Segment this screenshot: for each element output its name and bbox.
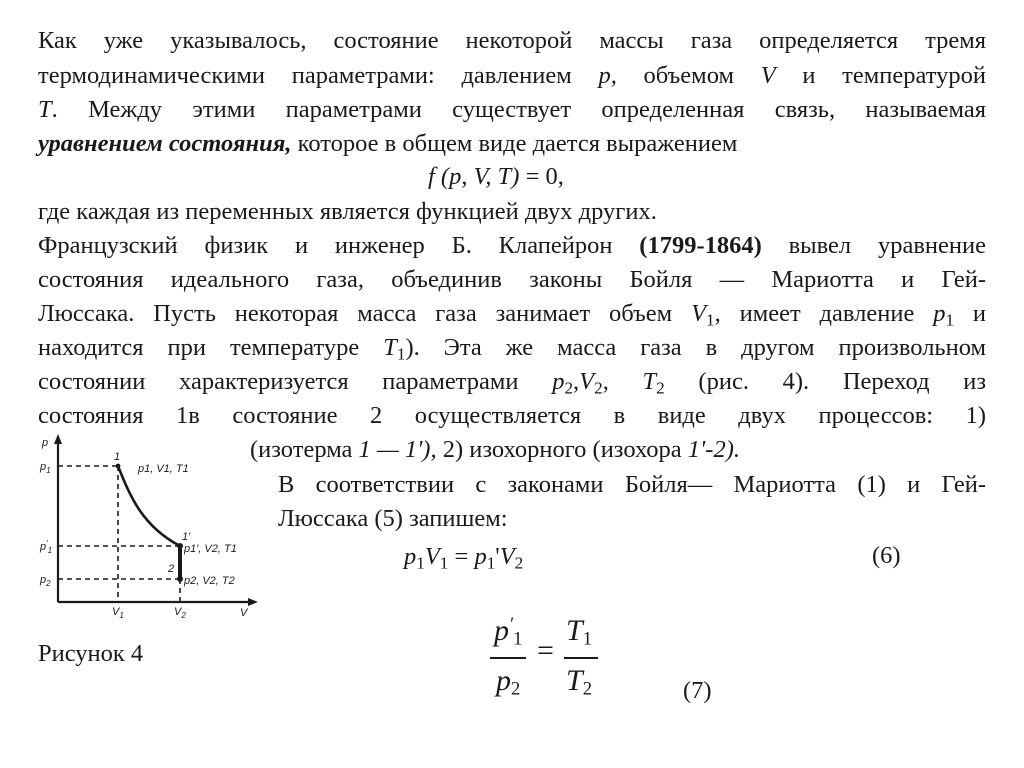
text-span: 2) изохорного (изохора — [436, 436, 688, 463]
equals-sign: = — [537, 634, 554, 667]
text-line — [38, 299, 986, 329]
subscript: 2 — [656, 378, 665, 398]
subscript: 1 — [706, 310, 715, 330]
text-span: состояния 1в состояние 2 осуществляется в виде двух процессов: 1) — [38, 402, 986, 429]
point-1-prime — [177, 543, 183, 549]
text-span: 1'-2). — [687, 436, 740, 463]
symbol-p: p — [933, 300, 946, 327]
symbol-V: V — [579, 368, 595, 395]
equation-7 — [488, 612, 598, 712]
label-point-1-params: p1, V1, T1 — [138, 463, 189, 475]
text-line — [38, 197, 986, 227]
fraction-left-numerator — [494, 614, 522, 648]
figure-caption: Рисунок 4 — [38, 640, 144, 667]
text-span: вывел уравнение — [761, 232, 986, 259]
text-line — [38, 129, 986, 159]
fraction-bar-right — [564, 657, 598, 659]
fraction-bar-left — [490, 657, 526, 659]
y-axis-label: p — [42, 437, 49, 449]
equation-6 — [404, 542, 523, 572]
subscript: 1 — [396, 344, 406, 364]
subscript: 1 — [945, 310, 955, 330]
text-span: состоянии характеризуется параметрами — [38, 368, 553, 395]
years: (1799-1864) — [639, 232, 762, 259]
label-p1: $p_1$ — [40, 461, 51, 475]
fraction-right-numerator — [566, 614, 592, 648]
symbol-T: T — [566, 614, 583, 647]
equation-number-6: (6) — [872, 542, 901, 569]
text-line — [278, 504, 508, 534]
subscript: 2 — [511, 678, 521, 700]
label-v1: $V_1$ — [112, 606, 124, 620]
symbol-p: p — [494, 614, 509, 647]
text-span: состояния идеального газа, объединив законы Бойля — Мариотта и Гей- — [38, 266, 986, 293]
symbol-V: V — [424, 543, 440, 570]
subscript: 2 — [514, 553, 524, 573]
label-v2: $V_2$ — [174, 606, 186, 620]
term-equation-of-state: уравнением состояния, — [38, 130, 292, 157]
text-span: Как уже указывалось, состояние некоторой массы газа определяется тремя — [38, 27, 986, 54]
symbol-T: T — [38, 96, 52, 123]
text-span: В соответствии с законами Бойля— Мариотта (1) и Гей- — [278, 471, 986, 498]
symbol-p: p — [404, 543, 417, 570]
symbol-p: p — [552, 368, 565, 395]
symbol-T: T — [383, 334, 397, 361]
symbol-p: p — [496, 664, 511, 697]
text-span: Люссака. Пусть некоторая масса газа занимает объем — [38, 300, 692, 327]
subscript: 2 — [582, 678, 592, 700]
isotherm-curve — [118, 466, 180, 546]
prime: ' — [495, 543, 500, 570]
subscript: 1 — [439, 553, 449, 573]
text-span: 1 — 1'), — [358, 436, 437, 463]
y-axis-arrow — [54, 434, 62, 444]
prime: ′ — [509, 613, 514, 635]
subscript: 1 — [416, 553, 425, 573]
symbol-V: V — [760, 62, 776, 89]
subscript: 2 — [594, 378, 603, 398]
label-point-2-params: p2, V2, T2 — [184, 575, 235, 587]
point-2 — [177, 576, 183, 582]
x-axis-label: V — [240, 607, 248, 619]
text-line — [38, 333, 986, 363]
subscript: 1 — [513, 628, 523, 650]
text-span: , имеет давление — [714, 300, 934, 327]
pv-diagram — [38, 434, 260, 620]
equation-f — [428, 162, 564, 192]
label-p2: $p_2$ — [40, 574, 51, 588]
equation-f-rhs: = 0, — [519, 163, 564, 190]
text-span: объемом — [616, 62, 761, 89]
text-line — [38, 231, 986, 261]
text-line — [250, 435, 740, 465]
text-span: находится при температуре — [38, 334, 384, 361]
text-line — [278, 470, 986, 500]
text-span: и температурой — [775, 62, 986, 89]
subscript: 1 — [486, 553, 496, 573]
text-line — [38, 61, 986, 91]
label-point-1: 1 — [114, 451, 121, 463]
label-point-2: 2 — [168, 563, 175, 575]
text-span: и — [954, 300, 986, 327]
point-1 — [116, 464, 121, 469]
symbol-T: T — [566, 664, 583, 697]
label-p1-prime: $p'_1$ — [40, 539, 53, 555]
subscript: 2 — [564, 378, 574, 398]
text-line — [38, 95, 986, 125]
text-span: которое в общем виде дается выражением — [291, 130, 738, 157]
text-line — [38, 367, 986, 397]
label-point-1-prime-params: p1′, V2, T1 — [184, 543, 237, 555]
text-span: (рис. 4). Переход из — [664, 368, 986, 395]
text-span: . Между этими параметрами существует определенная связь, называемая — [51, 96, 986, 123]
symbol-p: p — [474, 543, 487, 570]
x-axis-arrow — [248, 598, 258, 606]
text-span: Французский физик и инженер Б. Клапейрон — [38, 232, 640, 259]
symbol-V: V — [691, 300, 707, 327]
text-span: Люссака (5) запишем: — [278, 505, 508, 532]
symbol-p: p, — [598, 62, 617, 89]
text-line — [38, 26, 986, 56]
equals: = — [448, 543, 475, 570]
fraction-left-denominator — [496, 664, 520, 698]
text-line — [38, 265, 986, 295]
equation-number-7: (7) — [683, 677, 712, 704]
symbol-T: T — [642, 368, 657, 395]
text-span: , — [573, 368, 580, 395]
subscript: 1 — [582, 628, 592, 650]
equation-f-lhs: f (p, V, T) — [428, 163, 520, 190]
label-point-1-prime: 1′ — [182, 531, 191, 543]
symbol-V: V — [499, 543, 515, 570]
text-line — [38, 401, 986, 431]
text-span: , — [602, 368, 643, 395]
text-span: (изотерма — [250, 436, 359, 463]
text-span: ). Эта же масса газа в другом произвольном — [405, 334, 986, 361]
text-span: термодинамическими параметрами: давлением — [38, 62, 599, 89]
text-span: где каждая из переменных является функцией двух других. — [38, 198, 657, 225]
fraction-right-denominator — [566, 664, 592, 698]
